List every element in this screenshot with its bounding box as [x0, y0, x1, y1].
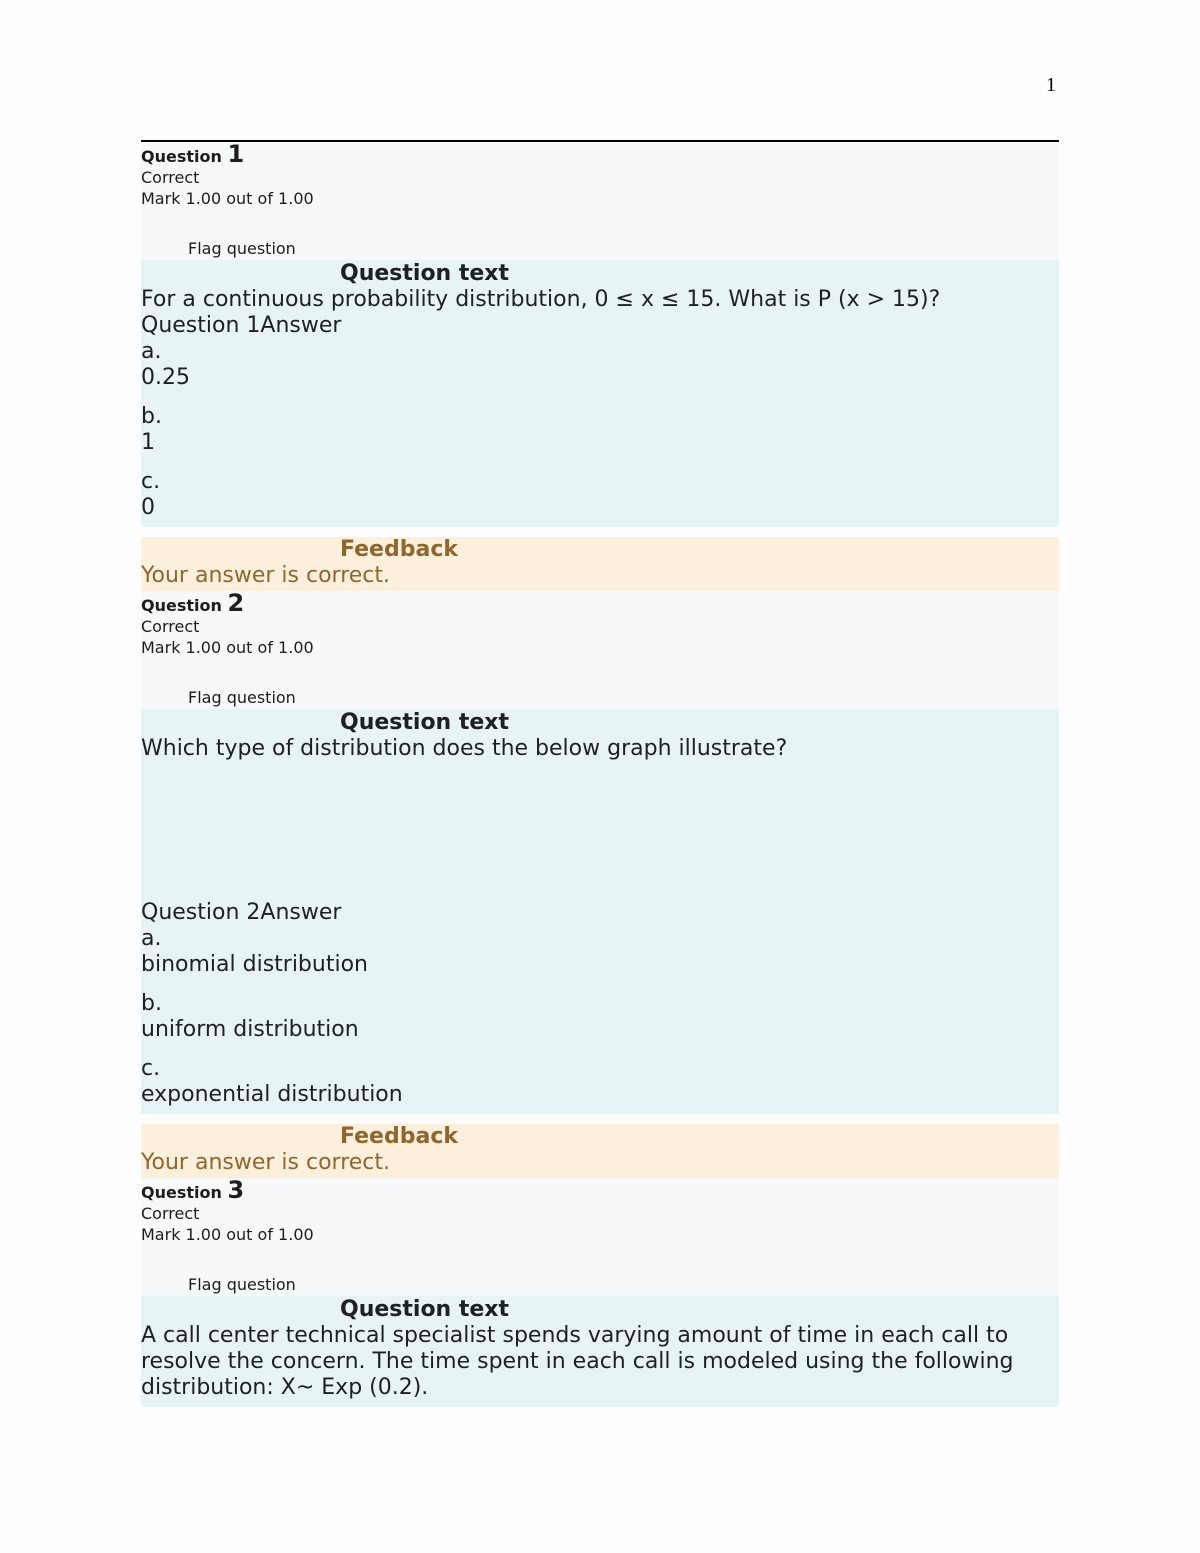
answer-label: Question 1Answer — [141, 313, 342, 338]
feedback-text: Your answer is correct. — [141, 563, 391, 588]
option-value[interactable]: 0.25 — [141, 365, 190, 390]
question-heading — [141, 1178, 1059, 1203]
question-text-label: Question text — [340, 710, 510, 735]
question-text: A call center technical specialist spends varying amount of time in each call to resolve the concern. The time spent in each call is modeled using the following distribution: X~ Exp (0.2). — [141, 1323, 1014, 1400]
question-text-label: Question text — [340, 261, 510, 286]
question-state: Correct — [141, 617, 200, 636]
page-number: 1 — [1046, 74, 1056, 96]
question-text: Which type of distribution does the below graph illustrate? — [141, 736, 788, 761]
feedback-label: Feedback — [340, 537, 458, 562]
question-state: Correct — [141, 1204, 200, 1223]
option-letter[interactable]: a. — [141, 339, 162, 364]
option-value[interactable]: 1 — [141, 430, 155, 455]
answer-label: Question 2Answer — [141, 900, 342, 925]
feedback-label: Feedback — [340, 1124, 458, 1149]
question-state: Correct — [141, 168, 200, 187]
question-label: Question — [141, 1183, 222, 1202]
question-text: For a continuous probability distribution, 0 ≤ x ≤ 15. What is P (x > 15)? — [141, 287, 941, 312]
question-mark: Mark 1.00 out of 1.00 — [141, 638, 314, 657]
question-label: Question — [141, 147, 222, 166]
question-number: 1 — [227, 140, 245, 168]
question-info — [141, 1178, 1059, 1296]
flag-question-link[interactable]: Flag question — [188, 1275, 296, 1294]
quiz-review — [141, 142, 1059, 1407]
option-value[interactable]: 0 — [141, 495, 155, 520]
feedback-block — [141, 537, 1059, 591]
question-label: Question — [141, 596, 222, 615]
option-letter[interactable]: b. — [141, 991, 162, 1016]
option-letter[interactable]: c. — [141, 469, 161, 494]
question-text-label: Question text — [340, 1297, 510, 1322]
option-letter[interactable]: a. — [141, 926, 162, 951]
question-info — [141, 142, 1059, 260]
feedback-text: Your answer is correct. — [141, 1150, 391, 1175]
flag-question-link[interactable]: Flag question — [188, 239, 296, 258]
option-value[interactable]: binomial distribution — [141, 952, 368, 977]
option-letter[interactable]: c. — [141, 1056, 161, 1081]
question-text-block — [141, 260, 1059, 527]
question-text-block — [141, 709, 1059, 1114]
option-value[interactable]: exponential distribution — [141, 1082, 403, 1107]
option-value[interactable]: uniform distribution — [141, 1017, 359, 1042]
question-text-block — [141, 1296, 1059, 1407]
question-mark: Mark 1.00 out of 1.00 — [141, 189, 314, 208]
graph-placeholder — [141, 762, 1059, 900]
option-letter[interactable]: b. — [141, 404, 162, 429]
question-heading — [141, 142, 1059, 167]
question-number: 3 — [227, 1176, 245, 1204]
question-info — [141, 591, 1059, 709]
question-mark: Mark 1.00 out of 1.00 — [141, 1225, 314, 1244]
question-number: 2 — [227, 589, 245, 617]
feedback-block — [141, 1124, 1059, 1178]
flag-question-link[interactable]: Flag question — [188, 688, 296, 707]
question-heading — [141, 591, 1059, 616]
